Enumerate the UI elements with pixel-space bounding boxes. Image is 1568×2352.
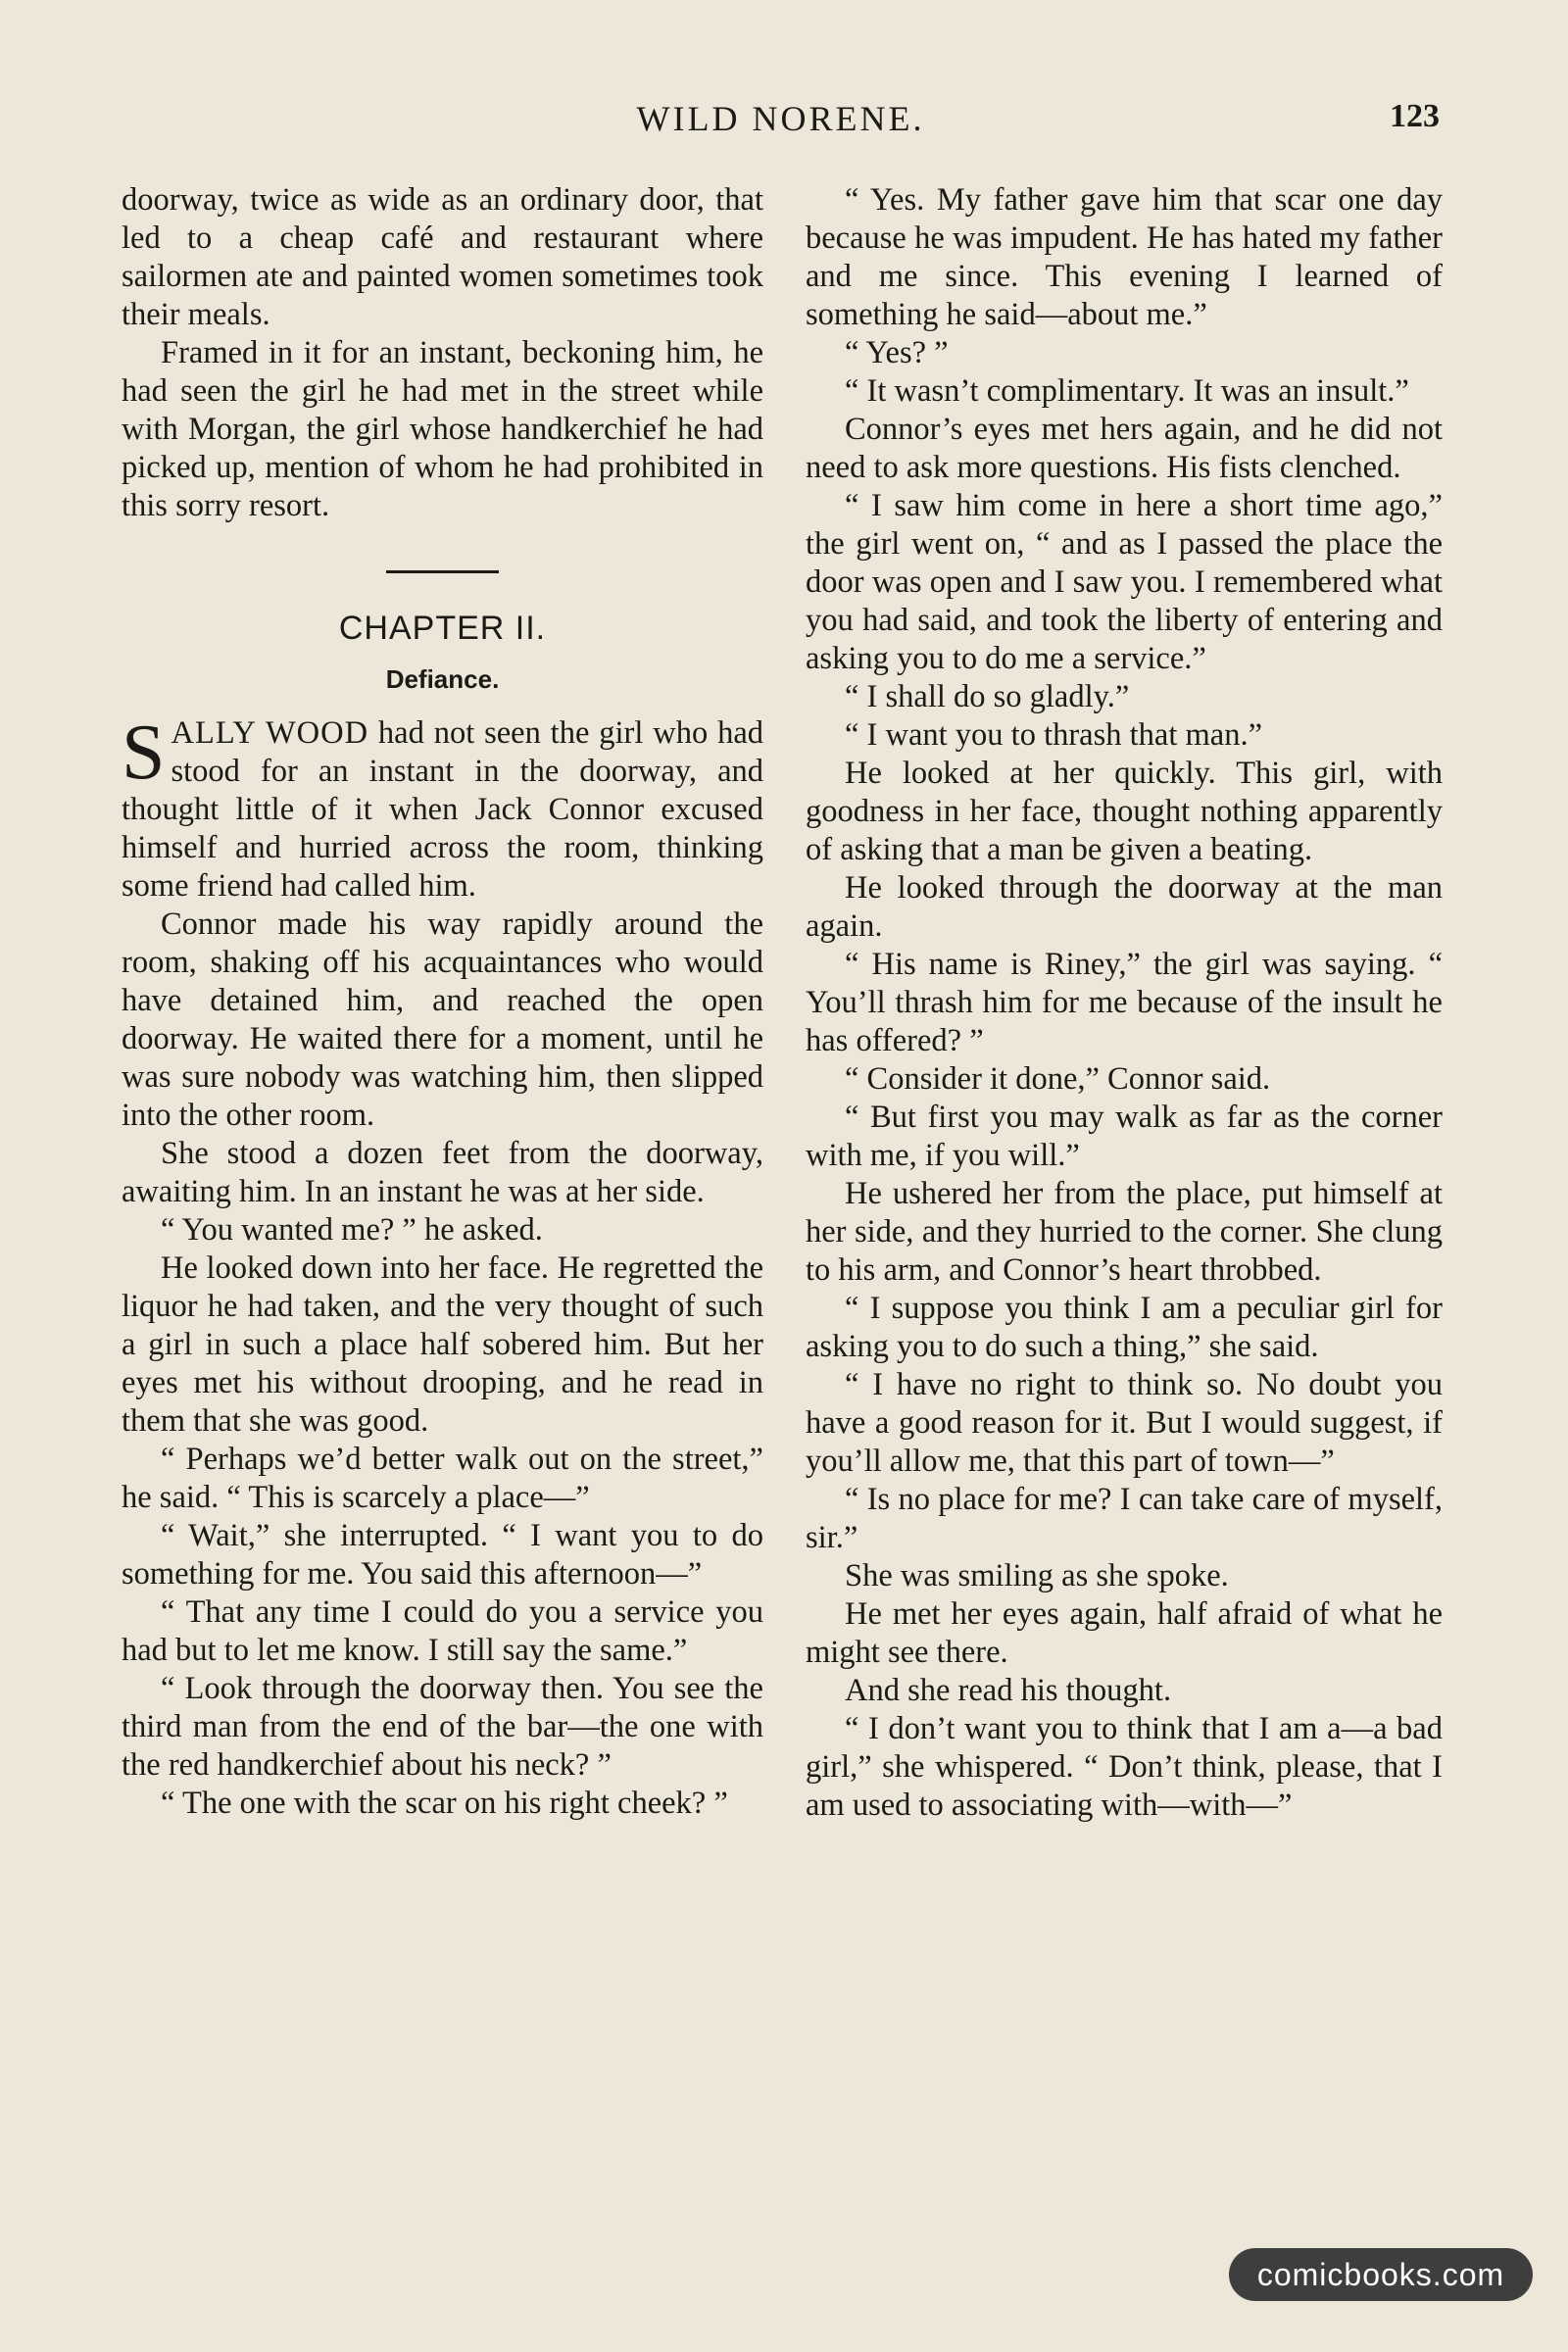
paragraph: “ Is no place for me? I can take care of myself, sir.” [806, 1482, 1443, 1555]
paragraph: “ I suppose you think I am a peculiar girl for asking you to do such a thing,” she said. [806, 1291, 1443, 1364]
paragraph: “ It wasn’t complimentary. It was an insult.” [845, 373, 1409, 409]
paragraph: “ I shall do so gladly.” [845, 679, 1130, 714]
paragraph: And she read his thought. [845, 1673, 1172, 1708]
paragraph: “ But first you may walk as far as the corner with me, if you will.” [806, 1100, 1443, 1173]
right-column [806, 181, 1443, 1825]
opening-small-caps: ALLY WOOD [171, 715, 369, 751]
paragraph: He looked through the doorway at the man again. [806, 870, 1443, 944]
paragraph: “ His name is Riney,” the girl was saying. “ You’ll thrash him for me because of the insult he has offered? ” [806, 947, 1443, 1058]
paragraph: Framed in it for an instant, beckoning him, he had seen the girl he had met in the street while with Morgan, the girl whose handkerchief he had picked up, mention of whom he had prohibited in this sorry resort. [122, 335, 763, 523]
paragraph: “ I have no right to think so. No doubt you have a good reason for it. But I would suggest, if you’ll allow me, that this part of town—” [806, 1367, 1443, 1479]
paragraph: “ I saw him come in here a short time ago,” the girl went on, “ and as I passed the place the door was open and I saw you. I remembered what you had said, and took the liberty of entering and asking you to do me a service.” [806, 488, 1443, 676]
paragraph: “ I want you to thrash that man.” [845, 717, 1262, 753]
paragraph: He met her eyes again, half afraid of what he might see there. [806, 1596, 1443, 1670]
paragraph: “ Wait,” she interrupted. “ I want you to do something for me. You said this afternoon—” [122, 1518, 763, 1592]
site-watermark: comicbooks.com [1229, 2248, 1533, 2301]
drop-cap: S [122, 710, 166, 796]
paragraph: Connor made his way rapidly around the room, shaking off his acquaintances who would have detained him, and reached the open doorway. He waited there for a moment, until he was sure nobody was watching him, then slipped into the other room. [122, 906, 763, 1133]
paragraph: She stood a dozen feet from the doorway, awaiting him. In an instant he was at her side. [122, 1136, 763, 1209]
page-number: 123 [1390, 98, 1440, 134]
paragraph: “ Look through the doorway then. You see the third man from the end of the bar—the one with the red handkerchief about his neck? ” [122, 1671, 763, 1783]
running-title: WILD NORENE. [636, 99, 925, 138]
paragraph: He looked at her quickly. This girl, with goodness in her face, thought nothing apparently of asking that a man be given a beating. [806, 756, 1443, 867]
paragraph: “ I don’t want you to think that I am a—a bad girl,” she whispered. “ Don’t think, please, that I am used to associating with—with—” [806, 1711, 1443, 1823]
paragraph: “ Yes. My father gave him that scar one day because he was impudent. He has hated my father and me since. This evening I learned of something he said—about me.” [806, 182, 1443, 332]
paragraph: She was smiling as she spoke. [845, 1558, 1229, 1593]
paragraph: doorway, twice as wide as an ordinary door, that led to a cheap café and restaurant where sailormen ate and painted women sometimes took their meals. [122, 182, 763, 332]
paragraph: “ Yes? ” [845, 335, 949, 370]
paragraph: “ Consider it done,” Connor said. [845, 1061, 1271, 1097]
opening-paragraph [122, 710, 763, 906]
chapter-subtitle: Defiance. [385, 664, 500, 694]
running-head [122, 98, 1440, 147]
paragraph: “ The one with the scar on his right cheek? ” [161, 1786, 728, 1821]
opening-paragraph-text: had not seen the girl who had stood for an instant in the doorway, and thought little of it when Jack Connor excused himself and hurried across the room, thinking some friend had called him. [122, 715, 763, 904]
paragraph: “ That any time I could do you a service you had but to let me know. I still say the same.” [122, 1594, 763, 1668]
paragraph: “ Perhaps we’d better walk out on the street,” he said. “ This is scarcely a place—” [122, 1442, 763, 1515]
paragraph: “ You wanted me? ” he asked. [161, 1212, 543, 1248]
paragraph: Connor’s eyes met hers again, and he did not need to ask more questions. His fists clenched. [806, 412, 1443, 485]
left-column [122, 181, 763, 1823]
section-divider [386, 570, 499, 573]
paragraph: He looked down into her face. He regretted the liquor he had taken, and the very thought of such a girl in such a place half sobered him. But her eyes met his without drooping, and he read in them that she was good. [122, 1250, 763, 1439]
paragraph: He ushered her from the place, put himself at her side, and they hurried to the corner. She clung to his arm, and Connor’s heart throbbed. [806, 1176, 1443, 1288]
chapter-title: CHAPTER II. [338, 610, 547, 647]
